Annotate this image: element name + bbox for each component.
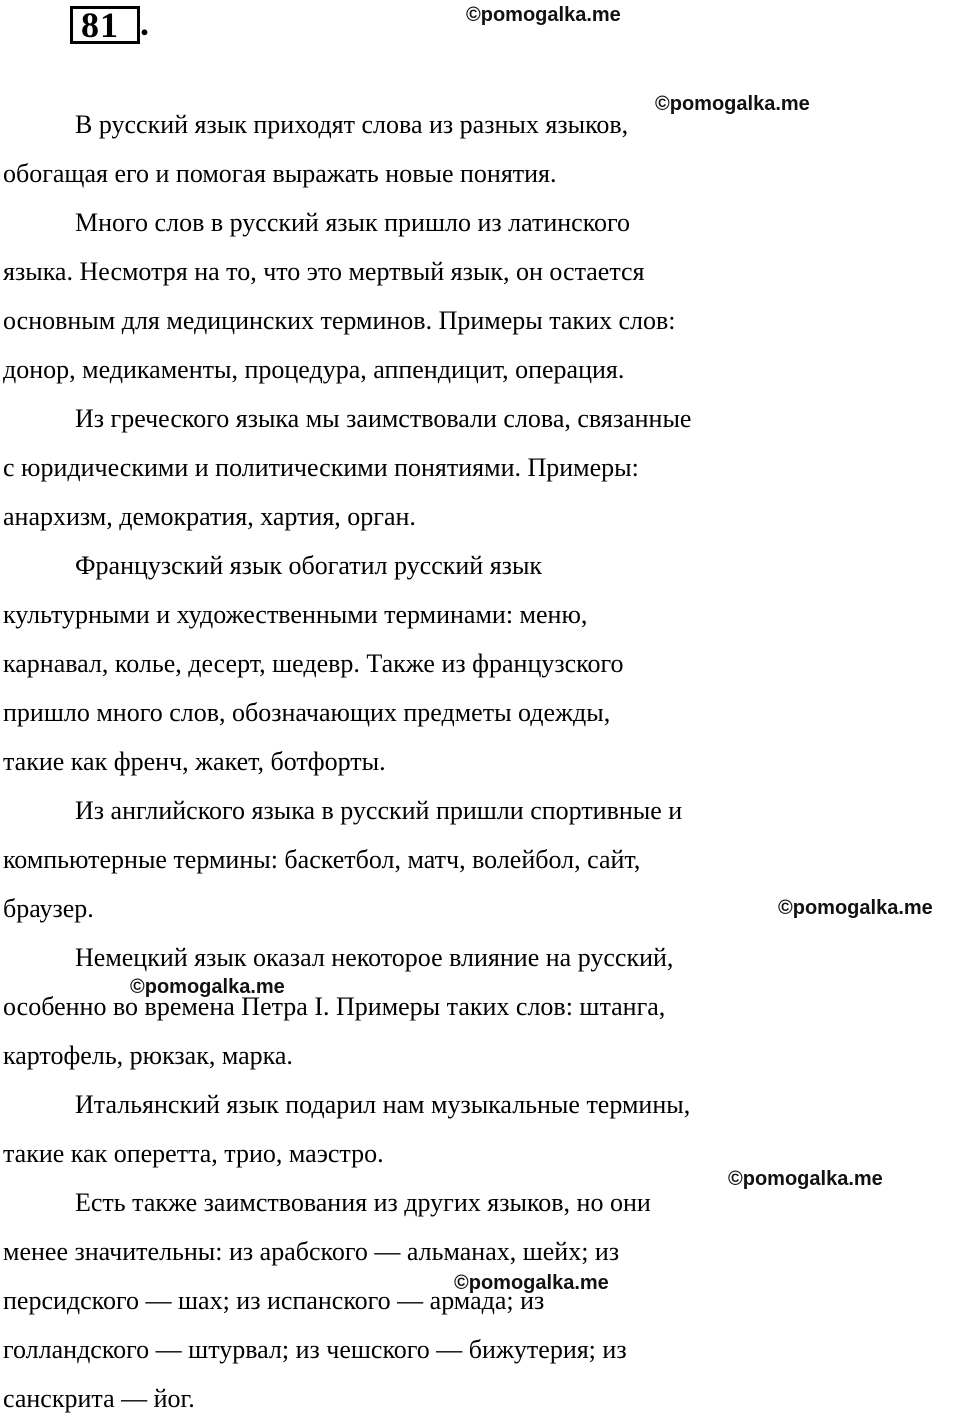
text-line: Французский язык обогатил русский язык: [75, 551, 543, 580]
text-line: В русский язык приходят слова из разных языков,: [75, 110, 629, 139]
text-line: менее значительны: из арабского — альманах, шейх; из: [3, 1237, 620, 1266]
text-line: пришло много слов, обозначающих предметы одежды,: [3, 698, 611, 727]
text-line: анархизм, демократия, хартия, орган.: [3, 502, 416, 531]
text-line: компьютерные термины: баскетбол, матч, волейбол, сайт,: [3, 845, 641, 874]
watermark: ©pomogalka.me: [466, 4, 621, 26]
text-line: Из английского языка в русский пришли спортивные и: [75, 796, 683, 825]
watermark: ©pomogalka.me: [655, 93, 810, 115]
text-line: голландского — штурвал; из чешского — бижутерия; из: [3, 1335, 627, 1364]
text-line: Есть также заимствования из других языков, но они: [75, 1188, 651, 1217]
text-line: культурными и художественными терминами: меню,: [3, 600, 588, 629]
text-line: обогащая его и помогая выражать новые понятия.: [3, 159, 557, 188]
text-line: Немецкий язык оказал некоторое влияние на русский,: [75, 943, 674, 972]
text-line: персидского — шах; из испанского — армада; из: [3, 1286, 545, 1315]
exercise-number: 81: [70, 6, 140, 44]
text-line: особенно во времена Петра I. Примеры таких слов: штанга,: [3, 992, 666, 1021]
text-line: такие как оперетта, трио, маэстро.: [3, 1139, 384, 1168]
text-line: с юридическими и политическими понятиями. Примеры:: [3, 453, 639, 482]
text-line: Из греческого языка мы заимствовали слова, связанные: [75, 404, 692, 433]
watermark: ©pomogalka.me: [454, 1272, 609, 1294]
watermark: ©pomogalka.me: [130, 976, 285, 998]
text-line: браузер.: [3, 894, 94, 923]
text-line: основным для медицинских терминов. Примеры таких слов:: [3, 306, 676, 335]
text-line: языка. Несмотря на то, что это мертвый язык, он остается: [3, 257, 645, 286]
text-line: такие как френч, жакет, ботфорты.: [3, 747, 386, 776]
exercise-number-dot: .: [140, 3, 149, 43]
watermark: ©pomogalka.me: [728, 1168, 883, 1190]
text-line: карнавал, колье, десерт, шедевр. Также из французского: [3, 649, 624, 678]
text-line: донор, медикаменты, процедура, аппендицит, операция.: [3, 355, 625, 384]
text-line: Итальянский язык подарил нам музыкальные термины,: [75, 1090, 691, 1119]
body-text: [3, 100, 960, 1423]
watermark: ©pomogalka.me: [778, 897, 933, 919]
text-line: Много слов в русский язык пришло из латинского: [75, 208, 631, 237]
text-line: картофель, рюкзак, марка.: [3, 1041, 293, 1070]
text-line: санскрита — йог.: [3, 1384, 195, 1413]
